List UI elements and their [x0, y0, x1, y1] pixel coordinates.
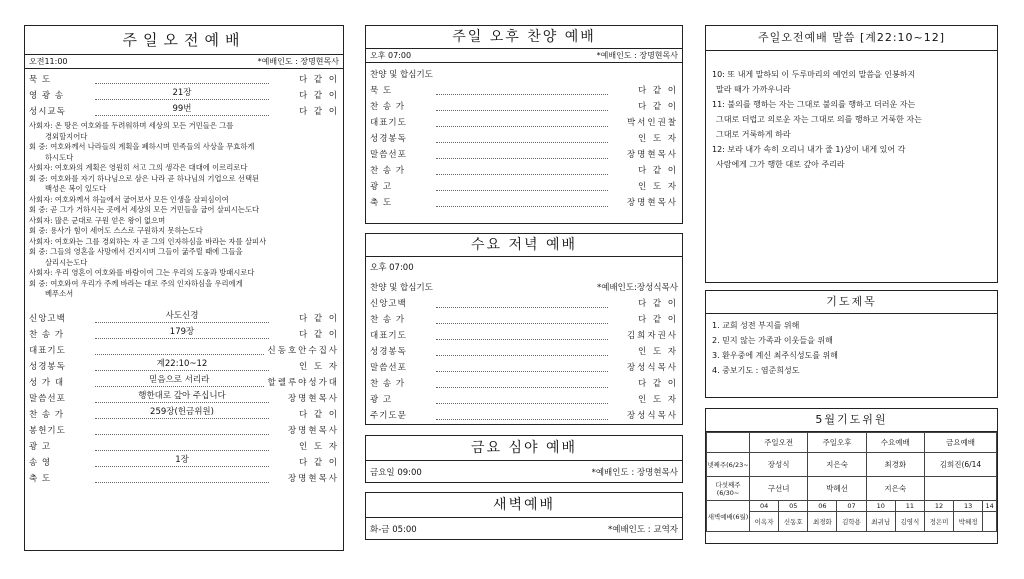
- morning-leader: *예배인도 : 장명현목사: [257, 57, 339, 66]
- item-label: 광 고: [370, 182, 393, 192]
- item-label: 대표기도: [370, 118, 407, 128]
- worship-item-row: [366, 327, 682, 343]
- wednesday-first-row: [366, 279, 682, 295]
- worship-item-row: [366, 375, 682, 391]
- prayer-item: 2. 믿지 않는 가족과 이웃들을 위해: [712, 336, 833, 345]
- item-person: 다 같 이: [637, 166, 678, 176]
- item-person: 다 같 이: [298, 91, 339, 101]
- item-label: 성경봉독: [370, 134, 407, 144]
- wednesday-time-row: [366, 259, 682, 275]
- verse-line: 11: 불의를 행하는 자는 그대로 불의를 행하고 더러운 자는: [712, 100, 916, 109]
- item-detail: [95, 441, 269, 451]
- dawn-date: 14: [983, 501, 997, 512]
- may-committee-panel: [705, 408, 998, 544]
- prayer-topics-panel: [705, 290, 998, 398]
- item-person: 다 같 이: [298, 313, 339, 324]
- item-label: 대표기도: [29, 345, 66, 356]
- prayer-item: 1. 교회 성전 부지를 위해: [712, 321, 800, 330]
- friday-worship-panel: [365, 435, 683, 483]
- item-person: 박서인권찰: [626, 118, 678, 128]
- morning-time: 오전11:00: [29, 57, 68, 66]
- sermon-verses: [706, 63, 997, 176]
- item-person: 다 같 이: [637, 315, 678, 325]
- item-detail-text: 믿음으로 서리라: [145, 375, 213, 385]
- dawn-leader: *예배인도 : 교역자: [608, 525, 678, 535]
- dawn-date: 07: [837, 501, 866, 512]
- item-leader-dots: [436, 410, 608, 420]
- item-detail: [95, 425, 269, 435]
- item-detail: [95, 390, 269, 403]
- item-person: 다 같 이: [298, 107, 339, 117]
- dawn-name: 김학용: [837, 512, 866, 532]
- may-row-label: 넷째주(6/23~: [707, 453, 750, 477]
- item-leader-dots: [436, 378, 608, 388]
- verse-line: 그대로 더럽고 의로운 자는 그대로 의를 행하고 거룩한 자는: [716, 115, 922, 124]
- afternoon-items: [366, 82, 682, 210]
- item-person: 다 같 이: [637, 379, 678, 389]
- item-detail: [95, 406, 269, 419]
- responsive-line: 사회자: 여호와의 계획은 영원히 서고 그의 생각은 대대에 이르리로다: [29, 163, 248, 172]
- worship-item-row: [366, 359, 682, 375]
- item-label: 신앙고백: [370, 299, 407, 309]
- afternoon-first-label: 찬양 및 합심기도: [370, 69, 433, 80]
- dawn-date: 12: [924, 501, 953, 512]
- may-cell: 구선녀: [750, 477, 808, 501]
- worship-item-row: [366, 407, 682, 423]
- dawn-name: 최경화: [808, 512, 837, 532]
- item-detail: [95, 326, 269, 339]
- item-person: 장명현목사: [287, 473, 339, 484]
- item-detail-text: 1장: [171, 455, 193, 465]
- item-person: 김희자권사: [626, 331, 678, 341]
- friday-time: 금요일 09:00: [370, 468, 422, 478]
- item-leader-dots: [436, 85, 608, 95]
- item-person: 신동호안수집사: [267, 345, 339, 356]
- dawn-date: 05: [779, 501, 808, 512]
- item-detail-text: 사도신경: [162, 311, 203, 321]
- dawn-label: 새벽예배(6월): [707, 501, 750, 532]
- worship-item-row: [366, 114, 682, 130]
- prayer-item: 4. 중보기도 : 염준희성도: [712, 366, 800, 375]
- item-leader-dots: [436, 298, 608, 308]
- may-committee-table: [706, 432, 997, 532]
- worship-item-row: [25, 87, 343, 103]
- worship-item-row: [25, 326, 343, 342]
- dawn-date: 04: [750, 501, 779, 512]
- responsive-line: 경외할지어다: [45, 131, 88, 141]
- item-leader-dots: [436, 197, 608, 207]
- item-person: 장성식목사: [626, 363, 678, 373]
- item-detail: [95, 454, 269, 467]
- item-label: 영 광 송: [29, 91, 65, 101]
- may-title: 5월기도위원: [706, 409, 997, 432]
- item-label: 송 영: [29, 457, 52, 468]
- worship-item-row: [25, 310, 343, 326]
- wednesday-time: 오후 07:00: [370, 263, 414, 273]
- worship-item-row: [25, 422, 343, 438]
- responsive-line: 회 중: 그들의 영혼을 사망에서 건지시며 그들이 굶주릴 때에 그들을: [29, 247, 243, 256]
- item-label: 성시교독: [29, 107, 66, 117]
- item-detail: [95, 90, 269, 100]
- wednesday-title: 수요 저녁 예배: [366, 234, 682, 257]
- item-label: 말씀선포: [370, 363, 407, 373]
- dawn-date: 13: [954, 501, 983, 512]
- item-label: 말씀선포: [370, 150, 407, 160]
- item-leader-dots: [436, 394, 608, 404]
- item-person: 다 같 이: [298, 409, 339, 420]
- item-detail-text: 행한대로 갚아 주십니다: [134, 391, 230, 401]
- item-leader-dots: [436, 133, 608, 143]
- responsive-line: 사회자: 여호와께서 하늘에서 굽어보사 모든 인생을 살피심이여: [29, 194, 229, 204]
- may-header: 주일오전: [750, 433, 808, 453]
- responsive-line: 베푸소서: [45, 289, 74, 298]
- morning-title: 주일오전예배: [25, 26, 343, 55]
- worship-item-row: [366, 343, 682, 359]
- worship-item-row: [366, 391, 682, 407]
- may-header: 주일오후: [808, 433, 866, 453]
- dawn-date: 10: [866, 501, 895, 512]
- item-person: 인 도 자: [637, 395, 678, 405]
- item-label: 찬 송 가: [29, 409, 65, 420]
- item-person: 장명현목사: [287, 393, 339, 404]
- verse-line: 그대로 거룩하게 하라: [716, 130, 791, 139]
- friday-leader: *예배인도 : 장명현목사: [591, 468, 678, 478]
- item-person: 장명현목사: [626, 150, 678, 160]
- worship-item-row: [25, 342, 343, 358]
- responsive-line: 회 중: 여호와여 우리가 주께 바라는 대로 주의 인자하심을 우리에게: [29, 278, 243, 288]
- worship-item-row: [25, 103, 343, 119]
- item-label: 성 가 대: [29, 377, 65, 388]
- item-person: 인 도 자: [298, 361, 339, 372]
- worship-item-row: [25, 454, 343, 470]
- item-label: 성경봉독: [370, 347, 407, 357]
- may-cell: 최경화: [866, 453, 924, 477]
- item-leader-dots: [436, 314, 608, 324]
- dawn-name: 김영식: [895, 512, 924, 532]
- afternoon-title: 주일 오후 찬양 예배: [366, 26, 682, 49]
- item-person: 장성식목사: [626, 411, 678, 421]
- responsive-line: 회 중: 여호와께서 나라들의 계획을 폐하시며 민족들의 사상을 무효하게: [29, 142, 255, 151]
- dawn-name: 최귀님: [866, 512, 895, 532]
- worship-item-row: [25, 406, 343, 422]
- may-cell: [924, 477, 996, 501]
- dawn-worship-panel: [365, 492, 683, 540]
- prayer-items: [706, 314, 997, 382]
- item-label: 주기도문: [370, 411, 407, 421]
- worship-item-row: [25, 390, 343, 406]
- responsive-line: 회 중: 곧 그가 거하시는 곳에서 세상의 모든 거민들을 굽어 살피시는도다: [29, 205, 260, 214]
- responsive-line: 백성은 복이 있도다: [45, 184, 107, 193]
- worship-item-row: [366, 295, 682, 311]
- responsive-line: 회 중: 용사가 힘이 세어도 스스로 구원하지 못하는도다: [29, 226, 203, 235]
- worship-item-row: [366, 146, 682, 162]
- afternoon-first: [366, 65, 682, 82]
- item-detail-text: [178, 439, 186, 449]
- responsive-line: 사회자: 온 땅은 여호와를 두려워하며 세상의 모든 거민들은 그를: [29, 121, 234, 130]
- dawn-name: 이옥자: [750, 512, 779, 532]
- item-leader-dots: [436, 330, 608, 340]
- worship-item-row: [25, 71, 343, 87]
- responsive-line: 살리시는도다: [45, 257, 88, 267]
- item-detail-text: [178, 471, 186, 481]
- wednesday-items: [366, 295, 682, 423]
- item-person: 인 도 자: [298, 441, 339, 452]
- dawn-date: 11: [895, 501, 924, 512]
- afternoon-worship-panel: [365, 25, 683, 224]
- morning-items-bottom: [25, 310, 343, 486]
- item-detail-text: [178, 72, 186, 82]
- item-person: 할렐루야성가대: [267, 377, 339, 388]
- worship-item-row: [366, 311, 682, 327]
- verse-line: 12: 보라 내가 속히 오리니 내가 줄 1)상이 내게 있어 각: [712, 145, 906, 154]
- item-detail: [95, 345, 264, 355]
- item-detail-text: [175, 343, 183, 353]
- item-detail: [95, 473, 269, 483]
- morning-subheader: [25, 55, 343, 69]
- item-leader-dots: [436, 101, 608, 111]
- verse-line: 말라 때가 가까우니라: [716, 85, 791, 94]
- worship-item-row: [366, 82, 682, 98]
- dawn-name: 박혜정: [954, 512, 983, 532]
- item-label: 묵 도: [29, 75, 52, 85]
- item-detail: [95, 310, 269, 323]
- may-cell: 박혜선: [808, 477, 866, 501]
- item-label: 대표기도: [370, 331, 407, 341]
- dawn-name: [983, 512, 997, 532]
- morning-worship-panel: [24, 25, 344, 551]
- item-label: 찬 송 가: [370, 379, 406, 389]
- may-cell: 김희진(6/14: [924, 453, 996, 477]
- sermon-panel: [705, 25, 998, 283]
- item-label: 광 고: [29, 441, 52, 452]
- dawn-date: 06: [808, 501, 837, 512]
- item-detail: [95, 106, 269, 116]
- item-detail-text: 21장: [168, 88, 195, 98]
- item-leader-dots: [436, 117, 608, 127]
- item-leader-dots: [436, 165, 608, 175]
- item-person: 인 도 자: [637, 182, 678, 192]
- item-person: 장명현목사: [287, 425, 339, 436]
- responsive-line: 사회자: 많은 군대로 구원 얻은 왕이 없으며: [29, 215, 166, 225]
- may-cell: 지은숙: [808, 453, 866, 477]
- item-label: 찬 송 가: [370, 315, 406, 325]
- item-detail-text: [178, 423, 186, 433]
- item-label: 묵 도: [370, 86, 393, 96]
- item-label: 신앙고백: [29, 313, 66, 324]
- friday-title: 금요 심야 예배: [366, 436, 682, 461]
- may-header: 금요예배: [924, 433, 996, 453]
- item-person: 장명현목사: [626, 198, 678, 208]
- dawn-name: 정은미: [924, 512, 953, 532]
- item-person: 다 같 이: [637, 299, 678, 309]
- item-label: 축 도: [370, 198, 393, 208]
- worship-item-row: [366, 130, 682, 146]
- afternoon-time: 오후 07:00: [370, 51, 412, 60]
- item-leader-dots: [436, 149, 608, 159]
- item-person: 다 같 이: [298, 457, 339, 468]
- afternoon-leader: *예배인도 : 장명현목사: [596, 51, 678, 60]
- sermon-title: 주일오전예배 말씀 [계22:10~12]: [706, 26, 997, 51]
- item-detail: [95, 74, 269, 84]
- afternoon-subheader: [366, 49, 682, 63]
- item-label: 말씀선포: [29, 393, 66, 404]
- item-label: 봉헌기도: [29, 425, 66, 436]
- dawn-row: [366, 518, 682, 540]
- responsive-line: 하시도다: [45, 152, 74, 162]
- item-label: 광 고: [370, 395, 393, 405]
- verse-line: 10: 또 내게 말하되 이 두루마리의 예언의 말씀을 인봉하지: [712, 70, 916, 79]
- worship-item-row: [25, 374, 343, 390]
- wednesday-worship-panel: [365, 233, 683, 425]
- item-person: 다 같 이: [637, 102, 678, 112]
- wednesday-first: 찬양 및 합심기도: [370, 283, 433, 293]
- item-label: 찬 송 가: [370, 102, 406, 112]
- item-leader-dots: [436, 346, 608, 356]
- responsive-reading: [25, 121, 343, 300]
- worship-item-row: [366, 98, 682, 114]
- dawn-time: 화-금 05:00: [370, 525, 417, 535]
- item-person: 인 도 자: [637, 347, 678, 357]
- responsive-line: 회 중: 여호와를 자기 하나님으로 삼은 나라 곧 하나님의 기업으로 선택된: [29, 173, 260, 183]
- prayer-title: 기도제목: [706, 291, 997, 314]
- morning-items-top: [25, 71, 343, 119]
- friday-row: [366, 461, 682, 483]
- item-person: 인 도 자: [637, 134, 678, 144]
- may-cell: 지은숙: [866, 477, 924, 501]
- dawn-title: 새벽예배: [366, 493, 682, 518]
- may-cell: 장성식: [750, 453, 808, 477]
- item-leader-dots: [436, 362, 608, 372]
- item-detail-text: 259장(헌금위원): [146, 407, 218, 417]
- item-person: 다 같 이: [298, 75, 339, 85]
- item-person: 다 같 이: [637, 86, 678, 96]
- worship-item-row: [25, 438, 343, 454]
- wednesday-leader: *예배인도:장성식목사: [596, 283, 678, 293]
- item-detail: [95, 358, 269, 371]
- item-label: 찬 송 가: [29, 329, 65, 340]
- may-row-label: 다섯째주(6/30~: [707, 477, 750, 501]
- item-detail-text: 179장: [166, 327, 198, 337]
- item-label: 성경봉독: [29, 361, 66, 372]
- responsive-line: 사회자: 여호와는 그를 경외하는 자 곧 그의 인자하심을 바라는 자를 살피사: [29, 236, 267, 246]
- item-detail-text: 99번: [168, 104, 195, 114]
- may-header: 수요예배: [866, 433, 924, 453]
- worship-item-row: [366, 162, 682, 178]
- worship-item-row: [25, 358, 343, 374]
- item-detail-text: 계22:10~12: [153, 359, 212, 369]
- verse-line: 사람에게 그가 행한 대로 갚아 주리라: [716, 160, 845, 169]
- worship-item-row: [25, 470, 343, 486]
- item-detail: [95, 374, 264, 387]
- item-person: 다 같 이: [298, 329, 339, 340]
- item-leader-dots: [436, 181, 608, 191]
- item-label: 찬 송 가: [370, 166, 406, 176]
- worship-item-row: [366, 194, 682, 210]
- responsive-line: 사회자: 우리 영혼이 여호와를 바람이여 그는 우리의 도움과 방패시로다: [29, 268, 255, 277]
- prayer-item: 3. 환우중에 계신 최주식성도를 위해: [712, 351, 838, 360]
- dawn-name: 신동호: [779, 512, 808, 532]
- corner-cell: [707, 433, 750, 453]
- item-label: 축 도: [29, 473, 52, 484]
- worship-item-row: [366, 178, 682, 194]
